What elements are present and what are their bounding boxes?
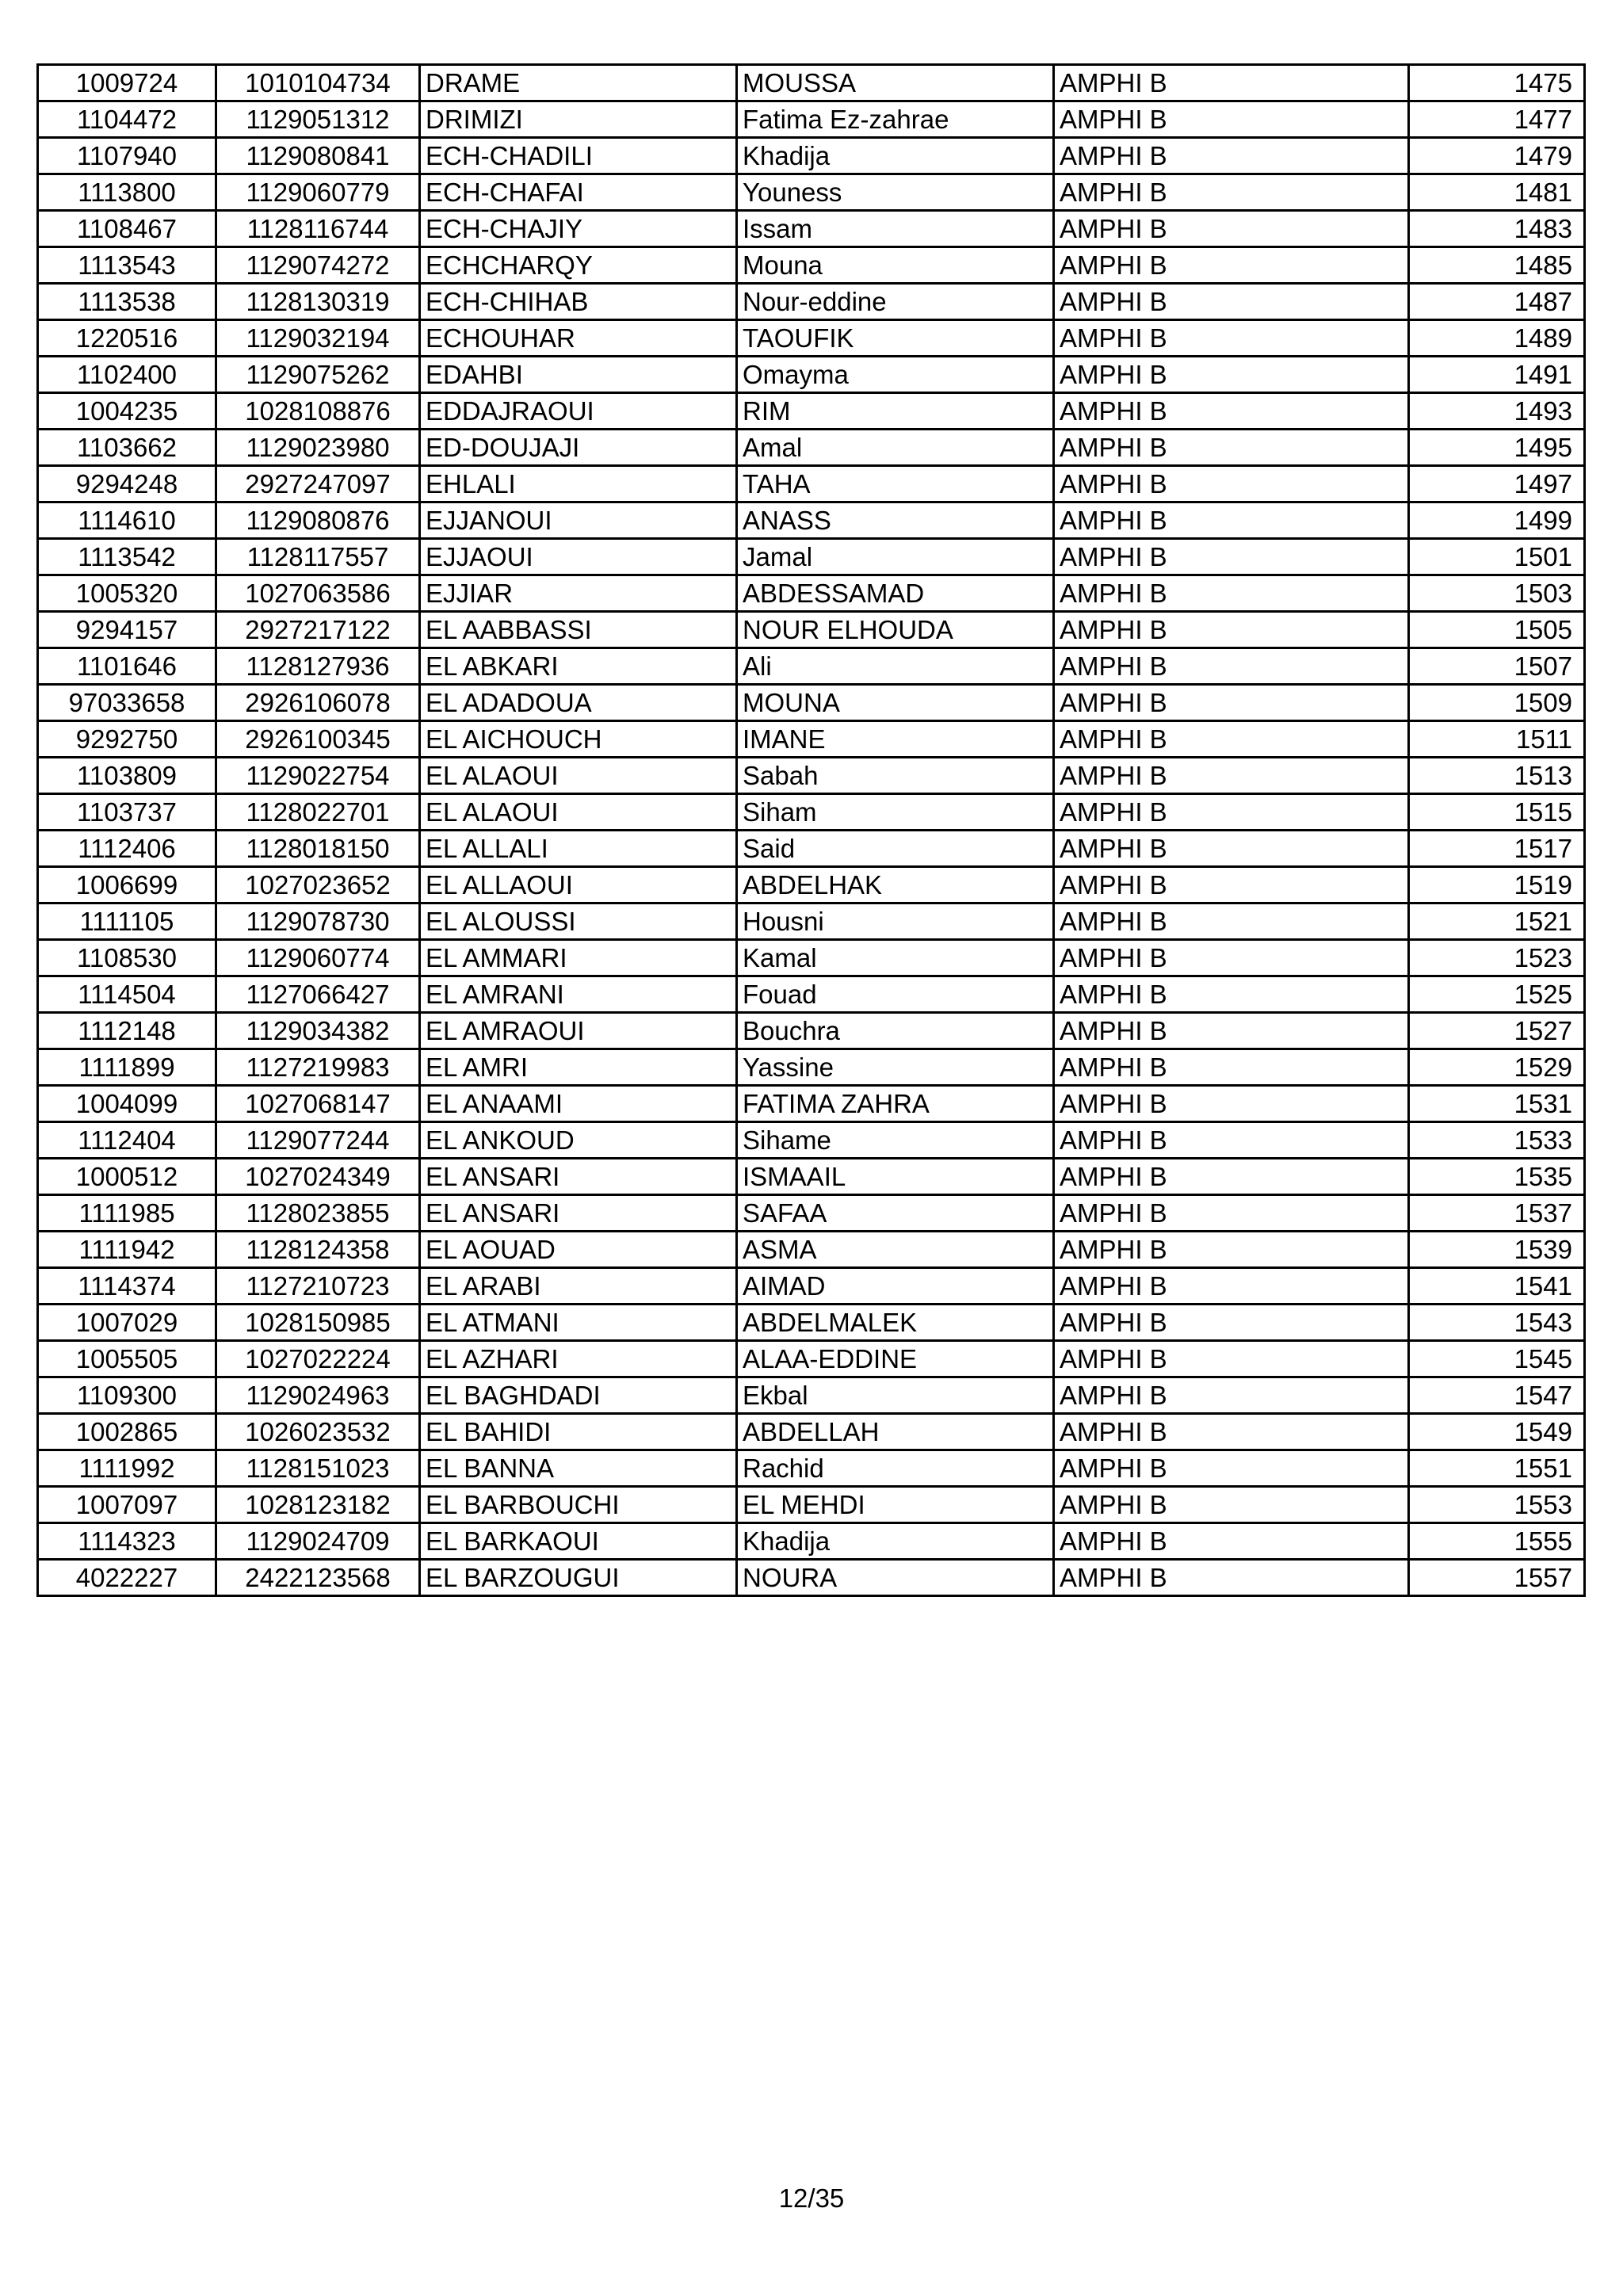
first-name-cell: Issam — [737, 211, 1054, 247]
registration-number-cell: 1129024709 — [216, 1523, 420, 1560]
table-row — [38, 758, 1585, 794]
first-name-cell: NOUR ELHOUDA — [737, 612, 1054, 648]
room-cell: AMPHI B — [1054, 65, 1409, 101]
table-row — [38, 1122, 1585, 1159]
room-cell: AMPHI B — [1054, 247, 1409, 284]
last-name-cell: ED-DOUJAJI — [420, 430, 737, 466]
last-name-cell: EJJANOUI — [420, 502, 737, 539]
registration-number-cell: 2927247097 — [216, 466, 420, 502]
last-name-cell: EL ALLAOUI — [420, 867, 737, 904]
student-id-cell: 1108530 — [38, 940, 216, 976]
last-name-cell: DRIMIZI — [420, 101, 737, 138]
first-name-cell: FATIMA ZAHRA — [737, 1086, 1054, 1122]
registration-number-cell: 1027063586 — [216, 575, 420, 612]
last-name-cell: EL AABBASSI — [420, 612, 737, 648]
first-name-cell: ISMAAIL — [737, 1159, 1054, 1195]
table-row — [38, 65, 1585, 101]
room-cell: AMPHI B — [1054, 211, 1409, 247]
first-name-cell: Ekbal — [737, 1377, 1054, 1414]
student-id-cell: 1112406 — [38, 831, 216, 867]
table-row — [38, 1523, 1585, 1560]
last-name-cell: EL ANAAMI — [420, 1086, 737, 1122]
first-name-cell: ABDESSAMAD — [737, 575, 1054, 612]
registration-number-cell: 1129080841 — [216, 138, 420, 174]
room-cell: AMPHI B — [1054, 1341, 1409, 1377]
student-id-cell: 1113542 — [38, 539, 216, 575]
seat-number-cell: 1485 — [1409, 247, 1585, 284]
registration-number-cell: 1129060774 — [216, 940, 420, 976]
seat-number-cell: 1511 — [1409, 721, 1585, 758]
last-name-cell: EL AMRANI — [420, 976, 737, 1013]
student-id-cell: 1113543 — [38, 247, 216, 284]
table-row — [38, 1487, 1585, 1523]
registration-number-cell: 1129077244 — [216, 1122, 420, 1159]
registration-number-cell: 1128130319 — [216, 284, 420, 320]
registration-number-cell: 1129024963 — [216, 1377, 420, 1414]
first-name-cell: Fatima Ez-zahrae — [737, 101, 1054, 138]
last-name-cell: ECH-CHADILI — [420, 138, 737, 174]
registration-number-cell: 1128117557 — [216, 539, 420, 575]
table-row — [38, 539, 1585, 575]
table-row — [38, 1341, 1585, 1377]
student-id-cell: 97033658 — [38, 685, 216, 721]
seat-number-cell: 1541 — [1409, 1268, 1585, 1305]
table-row — [38, 1268, 1585, 1305]
room-cell: AMPHI B — [1054, 1414, 1409, 1450]
first-name-cell: Khadija — [737, 138, 1054, 174]
seat-number-cell: 1551 — [1409, 1450, 1585, 1487]
registration-number-cell: 1127066427 — [216, 976, 420, 1013]
student-roster-table — [36, 63, 1586, 1597]
last-name-cell: EL AICHOUCH — [420, 721, 737, 758]
first-name-cell: Youness — [737, 174, 1054, 211]
registration-number-cell: 1129034382 — [216, 1013, 420, 1049]
room-cell: AMPHI B — [1054, 1086, 1409, 1122]
last-name-cell: EDDAJRAOUI — [420, 393, 737, 430]
table-row — [38, 174, 1585, 211]
table-row — [38, 575, 1585, 612]
room-cell: AMPHI B — [1054, 1523, 1409, 1560]
room-cell: AMPHI B — [1054, 1122, 1409, 1159]
first-name-cell: Bouchra — [737, 1013, 1054, 1049]
last-name-cell: EL ALAOUI — [420, 758, 737, 794]
student-id-cell: 1004099 — [38, 1086, 216, 1122]
table-row — [38, 976, 1585, 1013]
room-cell: AMPHI B — [1054, 1232, 1409, 1268]
last-name-cell: EJJAOUI — [420, 539, 737, 575]
table-row — [38, 685, 1585, 721]
first-name-cell: NOURA — [737, 1560, 1054, 1596]
seat-number-cell: 1553 — [1409, 1487, 1585, 1523]
registration-number-cell: 1129078730 — [216, 904, 420, 940]
table-row — [38, 393, 1585, 430]
table-row — [38, 794, 1585, 831]
student-id-cell: 1004235 — [38, 393, 216, 430]
student-id-cell: 9294248 — [38, 466, 216, 502]
first-name-cell: AIMAD — [737, 1268, 1054, 1305]
table-row — [38, 1049, 1585, 1086]
first-name-cell: Housni — [737, 904, 1054, 940]
registration-number-cell: 1027023652 — [216, 867, 420, 904]
last-name-cell: EDAHBI — [420, 357, 737, 393]
student-id-cell: 1111899 — [38, 1049, 216, 1086]
student-id-cell: 1108467 — [38, 211, 216, 247]
seat-number-cell: 1483 — [1409, 211, 1585, 247]
last-name-cell: EL BARKAOUI — [420, 1523, 737, 1560]
table-row — [38, 1013, 1585, 1049]
student-id-cell: 1007029 — [38, 1305, 216, 1341]
page-number: 12/35 — [778, 2183, 845, 2213]
table-row — [38, 867, 1585, 904]
table-row — [38, 1305, 1585, 1341]
seat-number-cell: 1533 — [1409, 1122, 1585, 1159]
room-cell: AMPHI B — [1054, 1487, 1409, 1523]
seat-number-cell: 1521 — [1409, 904, 1585, 940]
student-id-cell: 1005505 — [38, 1341, 216, 1377]
last-name-cell: EL BANNA — [420, 1450, 737, 1487]
first-name-cell: RIM — [737, 393, 1054, 430]
room-cell: AMPHI B — [1054, 976, 1409, 1013]
first-name-cell: Rachid — [737, 1450, 1054, 1487]
table-row — [38, 247, 1585, 284]
room-cell: AMPHI B — [1054, 904, 1409, 940]
student-id-cell: 1103737 — [38, 794, 216, 831]
student-id-cell: 9292750 — [38, 721, 216, 758]
first-name-cell: TAHA — [737, 466, 1054, 502]
table-row — [38, 940, 1585, 976]
registration-number-cell: 1129075262 — [216, 357, 420, 393]
student-id-cell: 9294157 — [38, 612, 216, 648]
last-name-cell: EL ARABI — [420, 1268, 737, 1305]
student-id-cell: 1103809 — [38, 758, 216, 794]
last-name-cell: EL ALLALI — [420, 831, 737, 867]
room-cell: AMPHI B — [1054, 284, 1409, 320]
table-row — [38, 1232, 1585, 1268]
first-name-cell: EL MEHDI — [737, 1487, 1054, 1523]
registration-number-cell: 1129022754 — [216, 758, 420, 794]
last-name-cell: EL BAGHDADI — [420, 1377, 737, 1414]
room-cell: AMPHI B — [1054, 174, 1409, 211]
registration-number-cell: 1026023532 — [216, 1414, 420, 1450]
first-name-cell: Fouad — [737, 976, 1054, 1013]
last-name-cell: EL AOUAD — [420, 1232, 737, 1268]
registration-number-cell: 1027024349 — [216, 1159, 420, 1195]
registration-number-cell: 2422123568 — [216, 1560, 420, 1596]
last-name-cell: EL ANSARI — [420, 1159, 737, 1195]
seat-number-cell: 1495 — [1409, 430, 1585, 466]
registration-number-cell: 1128022701 — [216, 794, 420, 831]
seat-number-cell: 1519 — [1409, 867, 1585, 904]
last-name-cell: EL ADADOUA — [420, 685, 737, 721]
student-id-cell: 1002865 — [38, 1414, 216, 1450]
student-id-cell: 1005320 — [38, 575, 216, 612]
last-name-cell: ECHCHARQY — [420, 247, 737, 284]
last-name-cell: ECHOUHAR — [420, 320, 737, 357]
table-row — [38, 1450, 1585, 1487]
seat-number-cell: 1531 — [1409, 1086, 1585, 1122]
table-row — [38, 904, 1585, 940]
seat-number-cell: 1487 — [1409, 284, 1585, 320]
room-cell: AMPHI B — [1054, 1450, 1409, 1487]
registration-number-cell: 1027022224 — [216, 1341, 420, 1377]
seat-number-cell: 1477 — [1409, 101, 1585, 138]
student-id-cell: 1220516 — [38, 320, 216, 357]
first-name-cell: Omayma — [737, 357, 1054, 393]
registration-number-cell: 1129060779 — [216, 174, 420, 211]
last-name-cell: EL BARBOUCHI — [420, 1487, 737, 1523]
room-cell: AMPHI B — [1054, 502, 1409, 539]
student-id-cell: 1103662 — [38, 430, 216, 466]
seat-number-cell: 1499 — [1409, 502, 1585, 539]
seat-number-cell: 1547 — [1409, 1377, 1585, 1414]
seat-number-cell: 1529 — [1409, 1049, 1585, 1086]
seat-number-cell: 1523 — [1409, 940, 1585, 976]
seat-number-cell: 1543 — [1409, 1305, 1585, 1341]
last-name-cell: EL ALOUSSI — [420, 904, 737, 940]
first-name-cell: Siham — [737, 794, 1054, 831]
room-cell: AMPHI B — [1054, 1195, 1409, 1232]
room-cell: AMPHI B — [1054, 1377, 1409, 1414]
table-row — [38, 320, 1585, 357]
room-cell: AMPHI B — [1054, 685, 1409, 721]
seat-number-cell: 1517 — [1409, 831, 1585, 867]
seat-number-cell: 1527 — [1409, 1013, 1585, 1049]
first-name-cell: Khadija — [737, 1523, 1054, 1560]
seat-number-cell: 1493 — [1409, 393, 1585, 430]
last-name-cell: EL ALAOUI — [420, 794, 737, 831]
seat-number-cell: 1507 — [1409, 648, 1585, 685]
room-cell: AMPHI B — [1054, 430, 1409, 466]
student-id-cell: 1000512 — [38, 1159, 216, 1195]
last-name-cell: EL AMMARI — [420, 940, 737, 976]
seat-number-cell: 1535 — [1409, 1159, 1585, 1195]
first-name-cell: ASMA — [737, 1232, 1054, 1268]
student-id-cell: 1111992 — [38, 1450, 216, 1487]
student-id-cell: 1009724 — [38, 65, 216, 101]
first-name-cell: Mouna — [737, 247, 1054, 284]
first-name-cell: ANASS — [737, 502, 1054, 539]
first-name-cell: ALAA-EDDINE — [737, 1341, 1054, 1377]
seat-number-cell: 1555 — [1409, 1523, 1585, 1560]
table-row — [38, 648, 1585, 685]
registration-number-cell: 1010104734 — [216, 65, 420, 101]
student-id-cell: 1112148 — [38, 1013, 216, 1049]
registration-number-cell: 1128127936 — [216, 648, 420, 685]
first-name-cell: Ali — [737, 648, 1054, 685]
registration-number-cell: 2926106078 — [216, 685, 420, 721]
table-row — [38, 721, 1585, 758]
first-name-cell: MOUSSA — [737, 65, 1054, 101]
last-name-cell: EL ANKOUD — [420, 1122, 737, 1159]
registration-number-cell: 1028108876 — [216, 393, 420, 430]
last-name-cell: EL ANSARI — [420, 1195, 737, 1232]
table-row — [38, 1377, 1585, 1414]
seat-number-cell: 1537 — [1409, 1195, 1585, 1232]
registration-number-cell: 1129032194 — [216, 320, 420, 357]
first-name-cell: Kamal — [737, 940, 1054, 976]
registration-number-cell: 1128018150 — [216, 831, 420, 867]
student-id-cell: 1006699 — [38, 867, 216, 904]
room-cell: AMPHI B — [1054, 1159, 1409, 1195]
table-row — [38, 1414, 1585, 1450]
first-name-cell: Nour-eddine — [737, 284, 1054, 320]
seat-number-cell: 1545 — [1409, 1341, 1585, 1377]
first-name-cell: Sabah — [737, 758, 1054, 794]
last-name-cell: ECH-CHAFAI — [420, 174, 737, 211]
registration-number-cell: 1129051312 — [216, 101, 420, 138]
student-id-cell: 1114504 — [38, 976, 216, 1013]
seat-number-cell: 1503 — [1409, 575, 1585, 612]
student-id-cell: 1101646 — [38, 648, 216, 685]
table-row — [38, 211, 1585, 247]
table-row — [38, 831, 1585, 867]
table-row — [38, 502, 1585, 539]
last-name-cell: EHLALI — [420, 466, 737, 502]
room-cell: AMPHI B — [1054, 320, 1409, 357]
table-row — [38, 1195, 1585, 1232]
student-id-cell: 1007097 — [38, 1487, 216, 1523]
registration-number-cell: 1028123182 — [216, 1487, 420, 1523]
registration-number-cell: 2927217122 — [216, 612, 420, 648]
room-cell: AMPHI B — [1054, 721, 1409, 758]
first-name-cell: Yassine — [737, 1049, 1054, 1086]
last-name-cell: ECH-CHAJIY — [420, 211, 737, 247]
first-name-cell: MOUNA — [737, 685, 1054, 721]
student-id-cell: 1107940 — [38, 138, 216, 174]
seat-number-cell: 1549 — [1409, 1414, 1585, 1450]
first-name-cell: IMANE — [737, 721, 1054, 758]
registration-number-cell: 1127210723 — [216, 1268, 420, 1305]
table-row — [38, 1086, 1585, 1122]
table-row — [38, 466, 1585, 502]
first-name-cell: Said — [737, 831, 1054, 867]
seat-number-cell: 1501 — [1409, 539, 1585, 575]
registration-number-cell: 1128116744 — [216, 211, 420, 247]
room-cell: AMPHI B — [1054, 1305, 1409, 1341]
student-id-cell: 1111985 — [38, 1195, 216, 1232]
table-row — [38, 357, 1585, 393]
table-row — [38, 101, 1585, 138]
room-cell: AMPHI B — [1054, 940, 1409, 976]
room-cell: AMPHI B — [1054, 466, 1409, 502]
registration-number-cell: 2926100345 — [216, 721, 420, 758]
last-name-cell: EL AMRI — [420, 1049, 737, 1086]
registration-number-cell: 1027068147 — [216, 1086, 420, 1122]
seat-number-cell: 1491 — [1409, 357, 1585, 393]
first-name-cell: ABDELLAH — [737, 1414, 1054, 1450]
student-id-cell: 1113538 — [38, 284, 216, 320]
student-id-cell: 1114323 — [38, 1523, 216, 1560]
room-cell: AMPHI B — [1054, 393, 1409, 430]
room-cell: AMPHI B — [1054, 575, 1409, 612]
seat-number-cell: 1557 — [1409, 1560, 1585, 1596]
student-id-cell: 4022227 — [38, 1560, 216, 1596]
room-cell: AMPHI B — [1054, 357, 1409, 393]
room-cell: AMPHI B — [1054, 648, 1409, 685]
registration-number-cell: 1128151023 — [216, 1450, 420, 1487]
room-cell: AMPHI B — [1054, 1049, 1409, 1086]
room-cell: AMPHI B — [1054, 867, 1409, 904]
first-name-cell: TAOUFIK — [737, 320, 1054, 357]
last-name-cell: EL BAHIDI — [420, 1414, 737, 1450]
last-name-cell: EJJIAR — [420, 575, 737, 612]
seat-number-cell: 1481 — [1409, 174, 1585, 211]
table-row — [38, 430, 1585, 466]
last-name-cell: EL BARZOUGUI — [420, 1560, 737, 1596]
table-row — [38, 1159, 1585, 1195]
last-name-cell: DRAME — [420, 65, 737, 101]
student-id-cell: 1104472 — [38, 101, 216, 138]
seat-number-cell: 1513 — [1409, 758, 1585, 794]
room-cell: AMPHI B — [1054, 101, 1409, 138]
student-id-cell: 1113800 — [38, 174, 216, 211]
student-id-cell: 1111105 — [38, 904, 216, 940]
room-cell: AMPHI B — [1054, 794, 1409, 831]
student-id-cell: 1114374 — [38, 1268, 216, 1305]
seat-number-cell: 1479 — [1409, 138, 1585, 174]
last-name-cell: EL AMRAOUI — [420, 1013, 737, 1049]
room-cell: AMPHI B — [1054, 758, 1409, 794]
table-row — [38, 138, 1585, 174]
room-cell: AMPHI B — [1054, 1013, 1409, 1049]
registration-number-cell: 1129074272 — [216, 247, 420, 284]
seat-number-cell: 1505 — [1409, 612, 1585, 648]
student-id-cell: 1111942 — [38, 1232, 216, 1268]
room-cell: AMPHI B — [1054, 612, 1409, 648]
room-cell: AMPHI B — [1054, 1560, 1409, 1596]
registration-number-cell: 1128023855 — [216, 1195, 420, 1232]
first-name-cell: Sihame — [737, 1122, 1054, 1159]
registration-number-cell: 1128124358 — [216, 1232, 420, 1268]
seat-number-cell: 1525 — [1409, 976, 1585, 1013]
student-id-cell: 1114610 — [38, 502, 216, 539]
seat-number-cell: 1539 — [1409, 1232, 1585, 1268]
room-cell: AMPHI B — [1054, 1268, 1409, 1305]
registration-number-cell: 1127219983 — [216, 1049, 420, 1086]
student-id-cell: 1102400 — [38, 357, 216, 393]
last-name-cell: EL AZHARI — [420, 1341, 737, 1377]
first-name-cell: SAFAA — [737, 1195, 1054, 1232]
seat-number-cell: 1515 — [1409, 794, 1585, 831]
first-name-cell: ABDELMALEK — [737, 1305, 1054, 1341]
registration-number-cell: 1129080876 — [216, 502, 420, 539]
registration-number-cell: 1028150985 — [216, 1305, 420, 1341]
student-id-cell: 1112404 — [38, 1122, 216, 1159]
first-name-cell: Amal — [737, 430, 1054, 466]
room-cell: AMPHI B — [1054, 539, 1409, 575]
seat-number-cell: 1509 — [1409, 685, 1585, 721]
room-cell: AMPHI B — [1054, 831, 1409, 867]
room-cell: AMPHI B — [1054, 138, 1409, 174]
last-name-cell: EL ABKARI — [420, 648, 737, 685]
seat-number-cell: 1497 — [1409, 466, 1585, 502]
first-name-cell: ABDELHAK — [737, 867, 1054, 904]
first-name-cell: Jamal — [737, 539, 1054, 575]
table-row — [38, 612, 1585, 648]
table-row — [38, 284, 1585, 320]
seat-number-cell: 1489 — [1409, 320, 1585, 357]
roster-table-body — [38, 65, 1585, 1596]
last-name-cell: ECH-CHIHAB — [420, 284, 737, 320]
student-id-cell: 1109300 — [38, 1377, 216, 1414]
table-row — [38, 1560, 1585, 1596]
last-name-cell: EL ATMANI — [420, 1305, 737, 1341]
registration-number-cell: 1129023980 — [216, 430, 420, 466]
seat-number-cell: 1475 — [1409, 65, 1585, 101]
